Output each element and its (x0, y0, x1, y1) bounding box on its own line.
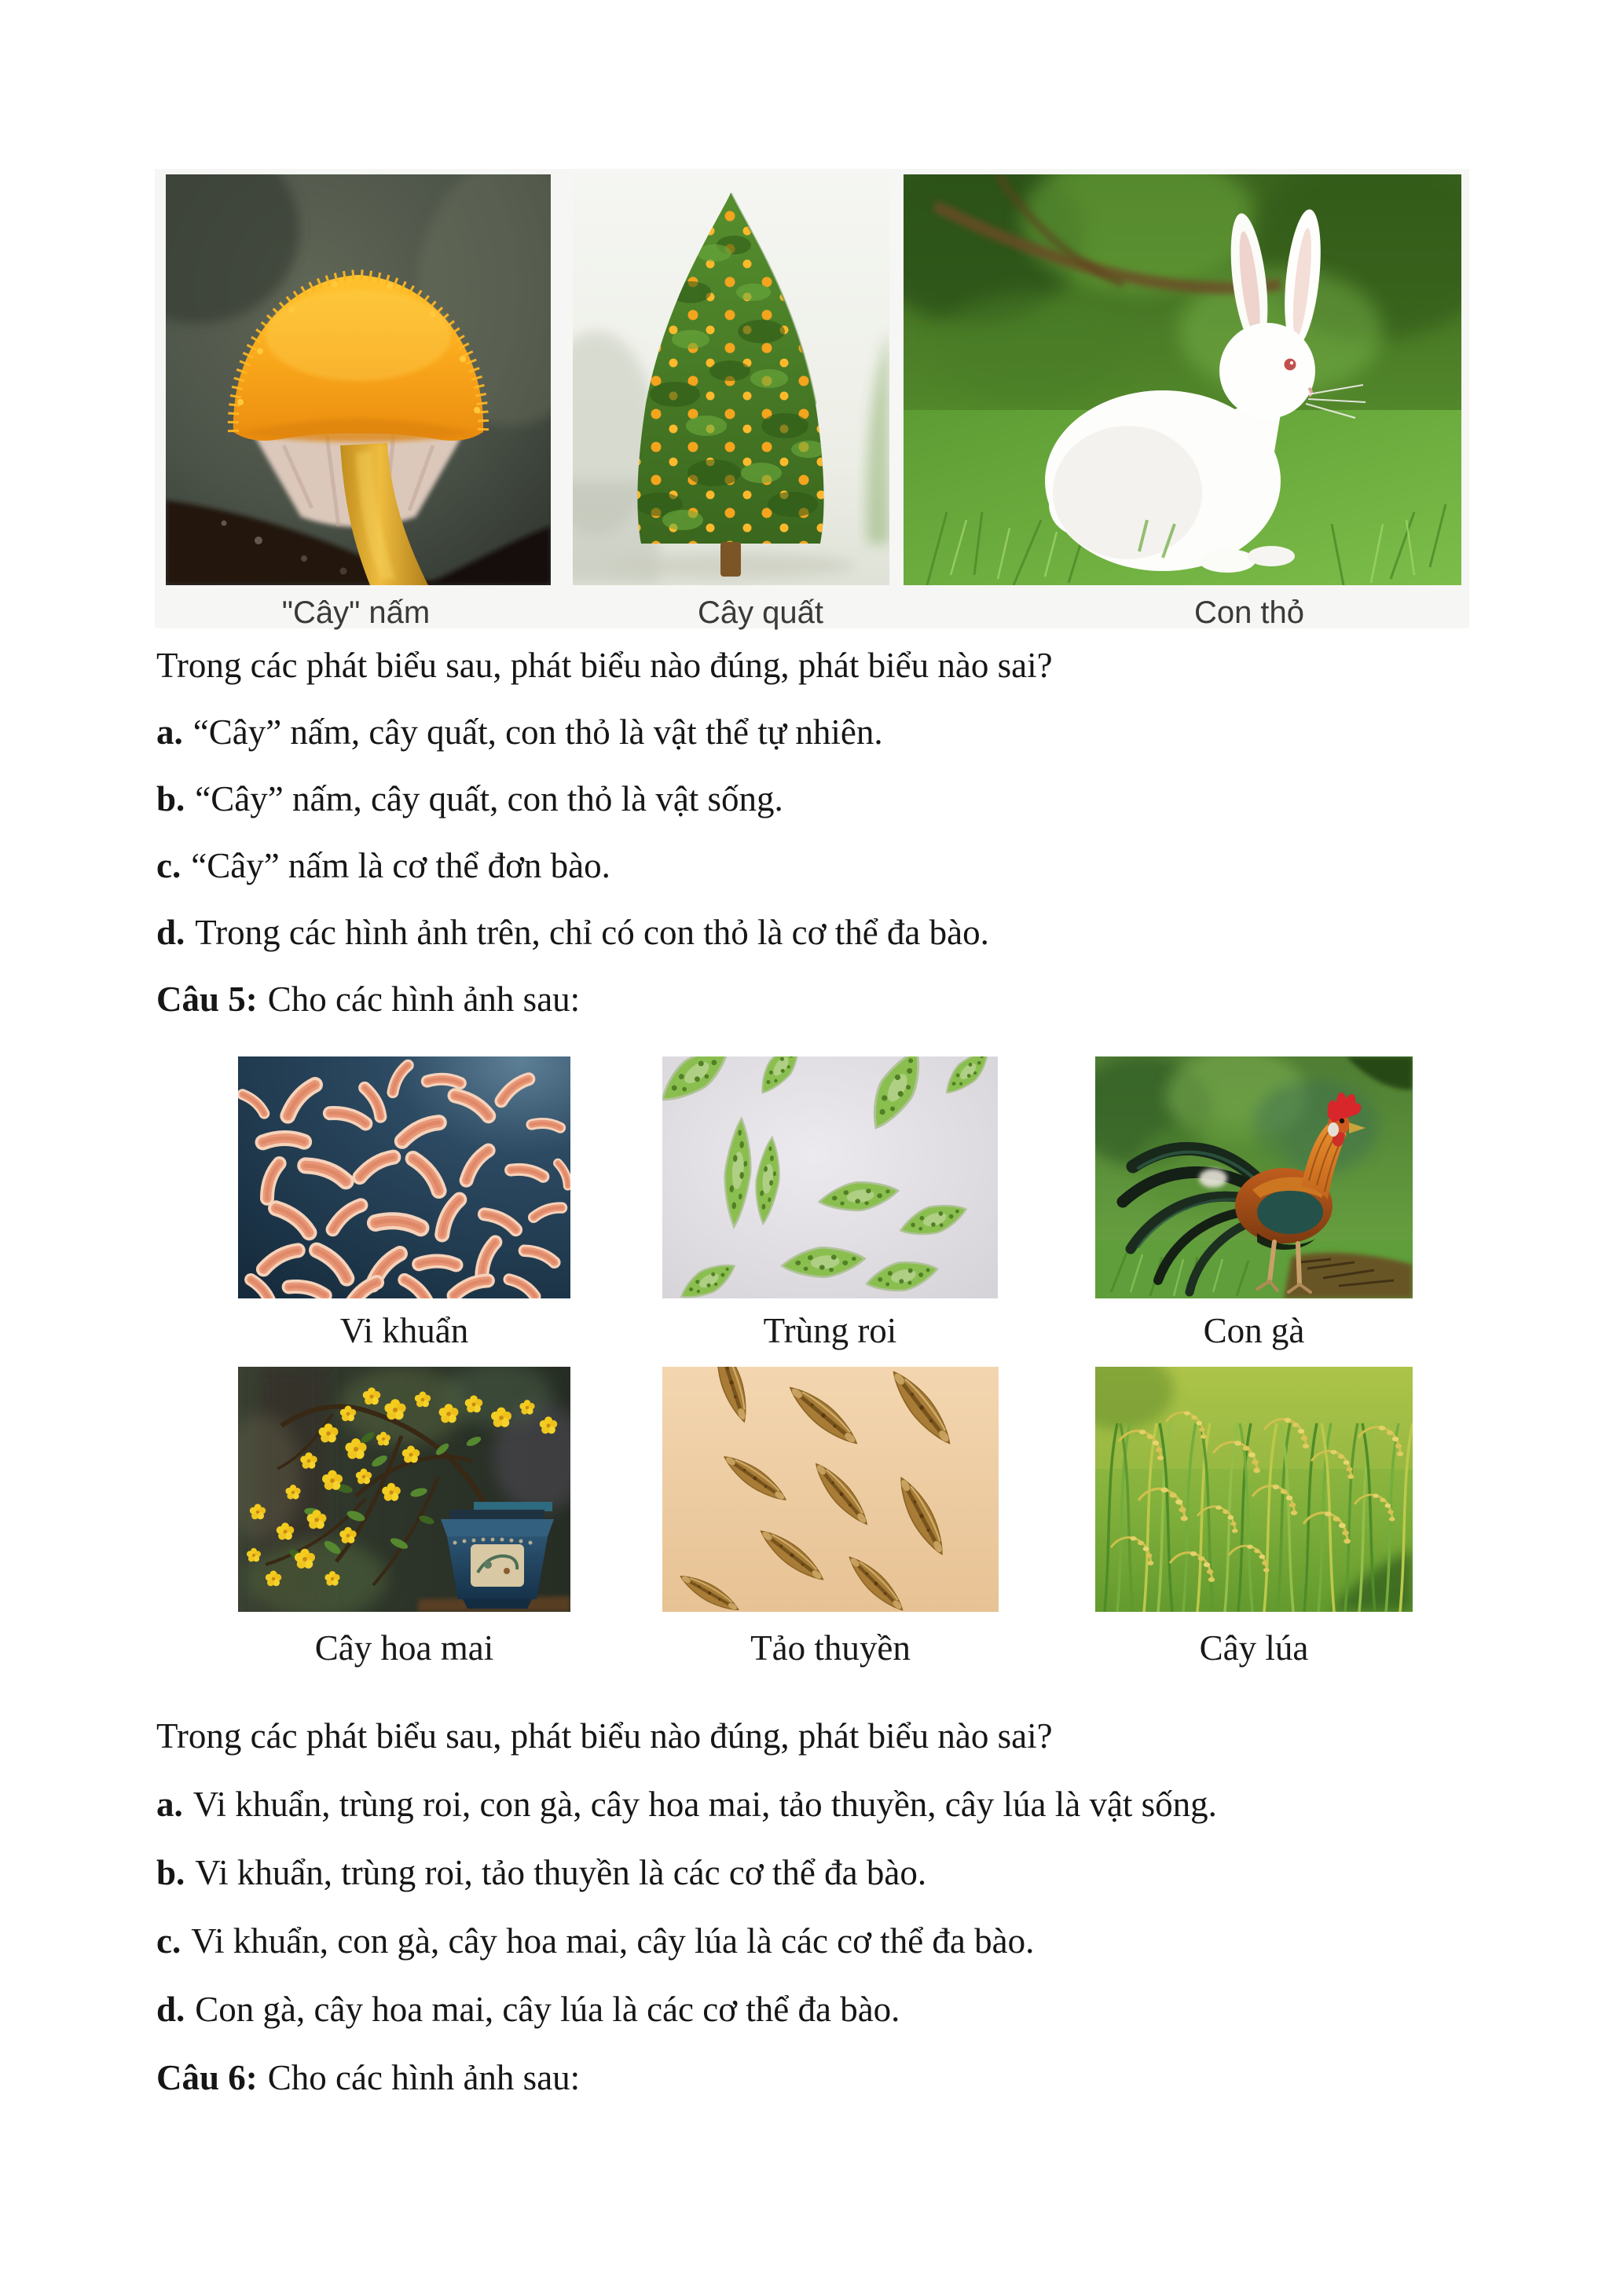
figure-caption-vi-khuan: Vi khuẩn (339, 1311, 469, 1350)
apricot-bonsai-figure (238, 1367, 570, 1612)
figure-caption-tao-thuyen: Tảo thuyền (750, 1628, 911, 1668)
option-label: b. (156, 1853, 185, 1892)
rice-plant-image (1095, 1367, 1413, 1612)
mushroom-image (166, 174, 551, 585)
question5-heading (156, 978, 580, 1020)
rabbit-image (904, 174, 1461, 585)
question4-option-d (156, 911, 989, 954)
figure-caption-cay-lua: Cây lúa (1199, 1628, 1309, 1668)
bacteria-image (238, 1056, 570, 1298)
figure-caption-trung-roi: Trùng roi (763, 1311, 897, 1350)
boat-algae-image (662, 1367, 999, 1612)
option-text: Trong các hình ảnh trên, chỉ có con thỏ là cơ thể đa bào. (195, 913, 989, 952)
option-label: a. (156, 1785, 183, 1824)
option-text: “Cây” nấm, cây quất, con thỏ là vật thể tự nhiên. (192, 712, 883, 752)
question4-option-c (156, 844, 610, 887)
rooster-figure (1095, 1056, 1413, 1298)
figure-caption-con-tho: Con thỏ (1193, 595, 1305, 630)
option-text: “Cây” nấm là cơ thể đơn bào. (191, 846, 610, 885)
question5-option-d (156, 1988, 900, 2031)
kumquat-tree-image (573, 174, 889, 585)
question-number-label: Câu 6: (156, 2058, 258, 2097)
figure-caption-cay-hoa-mai: Cây hoa mai (314, 1628, 494, 1668)
kumquat-tree-figure (573, 174, 889, 585)
question4-option-a (156, 711, 883, 753)
question-number-label: Câu 5: (156, 980, 258, 1019)
boat-algae-figure (662, 1367, 999, 1612)
heading-text: Cho các hình ảnh sau: (267, 2058, 581, 2097)
question6-heading (156, 2056, 580, 2099)
euglena-figure (662, 1056, 998, 1298)
rooster-image (1095, 1056, 1413, 1298)
option-text: Vi khuẩn, trùng roi, tảo thuyền là các cơ thể đa bào. (195, 1853, 927, 1892)
question5-option-b (156, 1851, 926, 1894)
question5-option-a (156, 1783, 1217, 1825)
option-text: Vi khuẩn, con gà, cây hoa mai, cây lúa là các cơ thể đa bào. (191, 1921, 1035, 1961)
option-text: Vi khuẩn, trùng roi, con gà, cây hoa mai, tảo thuyền, cây lúa là vật sống. (192, 1785, 1217, 1824)
figure-caption-cay-quat: Cây quất (697, 595, 824, 630)
option-label: a. (156, 712, 183, 752)
rice-plant-figure (1095, 1367, 1413, 1612)
option-label: c. (156, 846, 181, 885)
question5-prompt (156, 1715, 1053, 1757)
option-label: c. (156, 1921, 181, 1961)
prompt-text: Trong các phát biểu sau, phát biểu nào đúng, phát biểu nào sai? (156, 646, 1053, 685)
euglena-image (662, 1056, 998, 1298)
question4-prompt (156, 644, 1053, 687)
apricot-blossom-image (238, 1367, 570, 1612)
rabbit-figure (904, 174, 1461, 585)
option-label: d. (156, 913, 185, 952)
option-label: b. (156, 779, 185, 818)
mushroom-figure (166, 174, 551, 585)
question5-option-c (156, 1920, 1034, 1962)
figure-caption-cay-nam: "Cây" nấm (281, 595, 431, 630)
bacteria-figure (238, 1056, 570, 1298)
question4-option-b (156, 778, 783, 820)
option-text: Con gà, cây hoa mai, cây lúa là các cơ thể đa bào. (195, 1990, 900, 2029)
heading-text: Cho các hình ảnh sau: (267, 980, 581, 1019)
option-label: d. (156, 1990, 185, 2029)
option-text: “Cây” nấm, cây quất, con thỏ là vật sống. (195, 779, 783, 818)
figure-caption-con-ga: Con gà (1203, 1311, 1305, 1350)
prompt-text: Trong các phát biểu sau, phát biểu nào đúng, phát biểu nào sai? (156, 1716, 1053, 1756)
